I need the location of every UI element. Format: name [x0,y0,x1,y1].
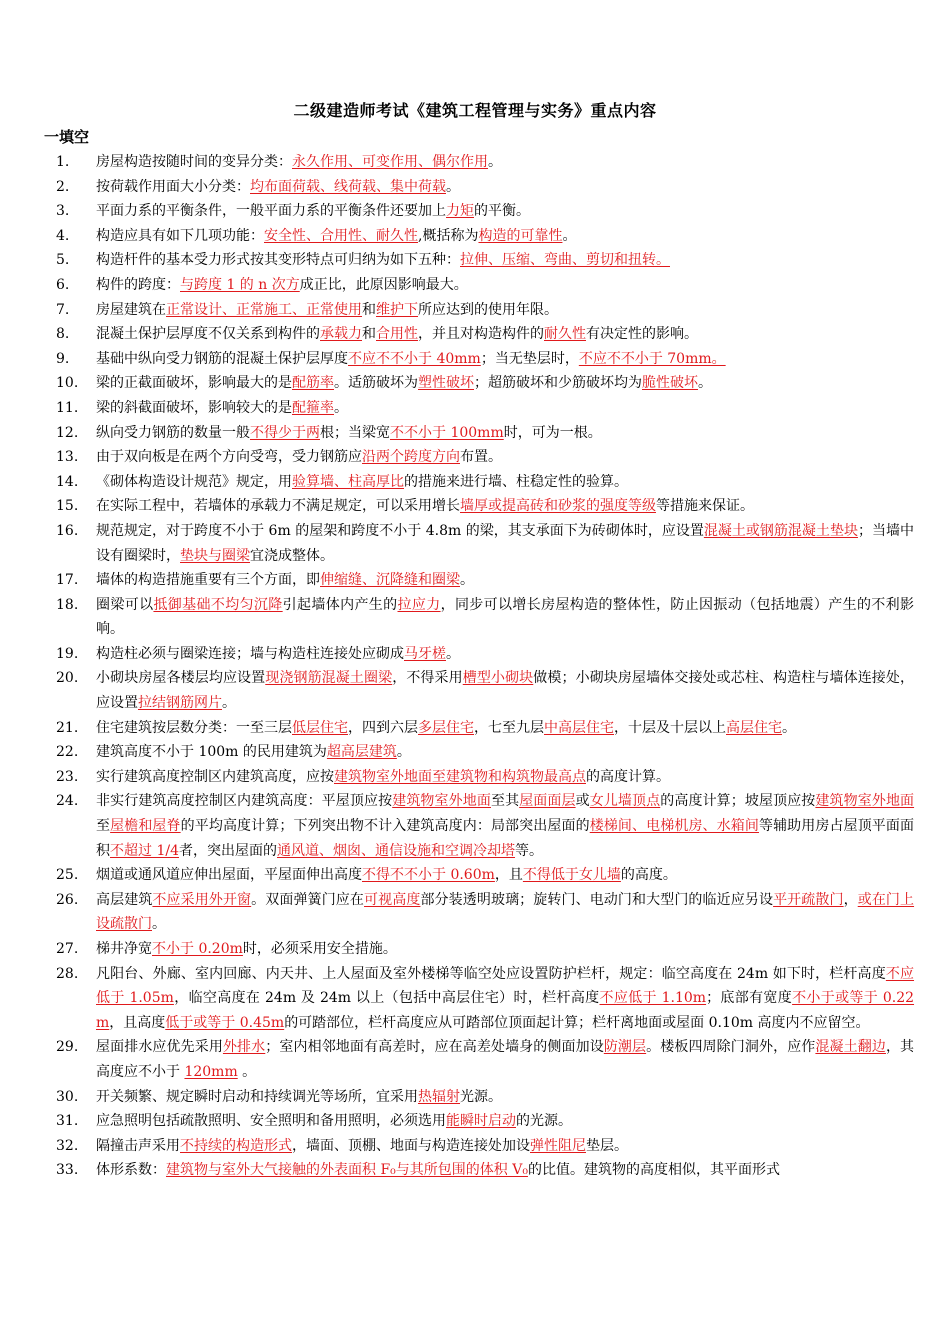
list-item [0,888,950,937]
list-item [0,494,950,519]
item-text: 光源。 [460,1088,502,1105]
answer-text: 建筑物室外地面 [815,793,915,810]
list-item [0,568,950,593]
item-text: 根；当梁宽 [320,424,390,441]
list-item [0,1158,950,1183]
item-text: 实行建筑高度控制区内建筑高度，应按 [96,768,334,785]
item-text: 。楼板四周除门洞外，应作 [646,1039,816,1056]
item-number: 13. [56,449,79,466]
list-item [0,470,950,495]
item-text: 隔撞击声采用 [96,1137,180,1154]
item-text: 宜浇成整体。 [250,547,334,564]
answer-text: 不小于 0.20m [152,941,243,957]
answer-text: 屋面面层 [519,793,576,810]
list-item [0,322,950,347]
item-text: ，四到六层 [348,719,418,736]
item-text: 者，突出屋面的 [178,842,277,859]
item-text: 《砌体构造设计规范》规定，用 [96,473,292,490]
item-number: 25. [56,867,79,884]
item-text: 。 [334,399,348,416]
answer-text: 不应低于 1.10m [599,990,707,1007]
item-text: 。 [396,744,411,761]
answer-text: 防潮层 [603,1039,647,1056]
item-number: 11. [56,399,79,416]
answer-text: 不小于或等于 0.22m [96,990,915,1031]
item-text: 规范规定，对于跨度不小于 6m 的屋架和跨度不小于 4.8m 的梁，其支承面下为砖砌体时，应设置 [96,522,704,539]
item-text: 应急照明包括疏散照明、安全照明和备用照明，必须选用 [96,1113,446,1130]
item-text: ，且 [494,867,523,884]
answer-text: 拉结钢筋网片 [138,695,222,712]
answer-text: 建筑物室外地面 [392,793,491,810]
answer-text: 低于或等于 0.45m [165,1014,285,1031]
answer-text: 沿两个跨度方向 [362,449,460,466]
list-item [0,248,950,273]
item-text: 由于双向板是在两个方向受弯，受力钢筋应 [96,449,362,466]
item-text: 圈梁可以 [96,596,154,613]
item-number: 15. [56,498,79,515]
section-heading: 一填空 [44,128,90,146]
item-text: 高层建筑 [96,891,153,908]
item-text: 等措施来保证。 [656,498,754,515]
list-item [0,347,950,372]
item-text: 房屋建筑在 [96,301,166,318]
list-item [0,642,950,667]
item-number: 7. [56,301,70,318]
item-text: 构造柱必须与圈梁连接；墙与构造柱连接处应砌成 [96,645,404,662]
answer-text: 低层住宅 [292,719,348,736]
item-number: 12. [56,424,79,441]
item-text: 住宅建筑按层数分类：一至三层 [96,719,292,736]
answer-text: 耐久性 [544,326,586,343]
list-item [0,666,950,715]
item-text: 。 [460,572,474,589]
item-text: ；室内相邻地面有高差时，应在高差处墙身的侧面加设 [265,1039,604,1056]
item-text: 或 [575,793,590,810]
item-number: 28. [56,965,79,982]
item-text: 引起墙体内产生的 [282,596,398,613]
answer-text: 现浇钢筋混凝土圈梁 [265,670,393,687]
item-text: 房屋构造按随时间的变异分类： [96,154,292,170]
item-text: 开关频繁、规定瞬时启动和持续调光等场所，宜采用 [96,1088,418,1105]
answer-text: 平开疏散门 [773,891,844,908]
item-text: ；当无垫层时， [480,350,579,367]
item-text: 做模；小砌块房屋墙体交接处或芯柱、构造柱与墙体连接处，应设置 [96,670,915,712]
item-number: 30. [56,1088,79,1105]
answer-text: 力矩 [446,203,474,220]
list-item [0,863,950,888]
item-text: 的光源。 [516,1113,572,1130]
list-item [0,421,950,446]
item-number: 8. [56,326,70,343]
item-text: 所应达到的使用年限。 [418,301,558,318]
item-text: 的高度。 [620,867,677,884]
item-text: ；当墙中设有圈梁时， [96,522,914,564]
item-number: 6. [56,276,70,293]
item-text: 布置。 [460,449,502,466]
list-item [0,1109,950,1134]
item-text: 。 [782,719,796,736]
item-text: 的平均高度计算；下列突出物不计入建筑高度内：局部突出屋面的 [180,818,590,835]
list-item [0,371,950,396]
item-text: 。 [222,695,236,712]
item-text: 平面力系的平衡条件，一般平面力系的平衡条件还要加上 [96,203,446,220]
answer-text: 伸缩缝、沉降缝和圈梁 [320,572,460,589]
answer-text: 正常设计、正常施工、正常使用 [166,301,362,318]
item-text: 烟道或通风道应伸出屋面，平屋面伸出高度 [96,867,362,884]
answer-text: 验算墙、柱高厚比 [292,473,404,490]
item-text: 等。 [514,842,543,859]
answer-text: 通风道、烟囱、通信设施和空调冷却塔 [276,842,515,859]
item-text: ；底部有宽度 [706,990,793,1007]
item-text: ；超筋破坏和少筋破坏均为 [474,375,642,392]
list-item [0,765,950,790]
answer-text: 垫块与圈梁 [180,547,250,564]
list-item [0,962,950,1036]
list-item [0,224,950,249]
answer-text: 配筋率 [292,375,334,392]
item-text: 非实行建筑高度控制区内建筑高度：平屋顶应按 [96,793,393,810]
item-number: 17. [56,572,79,589]
answer-text: 抵御基础不均匀沉降 [153,596,283,613]
answer-text: 永久作用、可变作用、偶尔作用 [292,154,488,170]
item-text: 屋面排水应优先采用 [96,1039,223,1056]
answer-text: 槽型小砌块 [462,670,534,687]
item-text: 按荷载作用面大小分类： [96,178,250,195]
item-text: 的措施来进行墙、柱稳定性的验算。 [404,473,628,490]
item-text: ,概括称为 [418,227,479,244]
item-text: 体形系数： [96,1162,166,1179]
list-item [0,740,950,765]
answer-text: 不应不不小于 40mm [348,350,481,367]
item-text: 成正比，此原因影响最大。 [299,276,468,293]
item-number: 4. [56,227,70,244]
item-text: 在实际工程中，若墙体的承载力不满足规定，可以采用增长 [96,498,460,515]
answer-text: 不应采用外开窗 [152,891,252,908]
list-item [0,789,950,863]
item-number: 27. [56,941,79,957]
item-text: 的高度计算。 [586,768,670,785]
list-item [0,1085,950,1110]
item-text: 。 [562,227,577,244]
item-text: 。 [446,178,460,195]
answer-text: 中高层住宅 [544,719,614,736]
item-text: 时，可为一根。 [503,424,602,441]
answer-text: 外排水 [222,1039,266,1056]
item-number: 10. [56,375,79,392]
item-text: 小砌块房屋各楼层均应设置 [96,670,266,687]
answer-text: 配箍率 [292,399,334,416]
item-text: 建筑高度不小于 100m 的民用建筑为 [96,744,327,761]
item-number: 29. [56,1039,79,1056]
answer-text: 不得不不小于 0.60m [362,867,495,884]
item-text: 有决定性的影响。 [586,326,698,343]
list-item [0,273,950,298]
answer-text: 不不小于 100mm [390,424,504,441]
list-item [0,445,950,470]
item-text: 。 [237,1063,257,1080]
list-item [0,175,950,200]
answer-text: 不得低于女儿墙 [522,867,621,884]
item-text: 。适筋破坏为 [334,375,418,392]
item-text: 和 [362,301,376,318]
item-text: ，七至九层 [474,719,544,736]
item-text: 构件的跨度： [96,276,180,293]
answer-text: 不超过 1/4 [110,842,179,859]
list-item [0,593,950,642]
answer-text: 脆性破坏 [642,375,698,392]
item-number: 32. [56,1137,79,1154]
item-text: ，且高度 [109,1014,166,1031]
answer-text: 高层住宅 [726,719,782,736]
item-text: ，并且对构造构件的 [418,326,544,343]
answer-text: 不应低于 1.05m [96,965,915,1007]
list-item [0,298,950,323]
item-text: 至其 [490,793,520,810]
item-text: 梯井净宽 [96,941,152,957]
item-text: 等辅助用房占屋顶平面面积 [96,818,915,859]
answer-text: 不得少于两 [250,424,320,441]
list-item [0,396,950,421]
item-text: 凡阳台、外廊、室内回廊、内天井、上人屋面及室外楼梯等临空处应设置防护栏杆，规定：临空高度在 24m 如下时，栏杆高度 [96,965,886,982]
answer-text: 建筑物与室外大气接触的外表面积 F₀与其所包围的体积 V₀ [166,1162,528,1179]
item-number: 5. [56,252,70,269]
list-item [0,199,950,224]
answer-text: 不应不不小于 70mm。 [578,350,726,367]
list-item [0,150,950,175]
item-text: 的平衡。 [474,203,530,220]
item-text: 的高度计算；坡屋顶应按 [660,793,816,810]
answer-text: 维护下 [376,301,418,318]
answer-text: 建筑物室外地面至建筑物和构筑物最高点 [334,768,586,785]
answer-text: 多层住宅 [418,719,474,736]
item-text: 和 [362,326,376,343]
item-text: 梁的斜截面破坏，影响较大的是 [96,399,292,416]
item-number: 18. [56,596,79,613]
item-number: 24. [56,793,79,810]
item-text: 墙体的构造措施重要有三个方面，即 [96,572,320,589]
item-number: 19. [56,645,79,662]
list-item [0,937,950,962]
answer-text: 可视高度 [364,891,421,908]
item-number: 31. [56,1113,79,1130]
list-item [0,1134,950,1159]
list-item [0,716,950,741]
item-text: 。 [698,375,712,392]
answer-text: 不持续的构造形式 [180,1137,292,1154]
document-title: 二级建造师考试《建筑工程管理与实务》重点内容 [293,101,657,120]
list-item [0,1035,950,1084]
item-text: ，同步可以增长房屋构造的整体性，防止因振动（包括地震）产生的不利影响。 [96,596,915,638]
answer-text: 均布面荷载、线荷载、集中荷载 [250,178,446,195]
item-text: ， [843,891,858,908]
answer-text: 与跨度 1 的 n 次方 [180,276,300,293]
item-number: 16. [56,522,79,539]
answer-text: 承载力 [320,326,362,343]
item-text: 部分装透明玻璃；旋转门、电动门和大型门的临近应另设 [420,891,774,908]
item-text: 的比值。建筑物的高度相似，其平面形式 [527,1162,780,1179]
item-text: 。 [152,916,166,933]
item-text: ，临空高度在 24m 及 24m 以上（包括中高层住宅）时，栏杆高度 [173,990,600,1007]
item-text: 。 [488,154,502,170]
answer-text: 女儿墙顶点 [589,793,661,810]
item-number: 1. [56,154,70,170]
answer-text: 合用性 [376,326,418,343]
answer-text: 屋檐和屋脊 [110,818,181,835]
item-text: 。双面弹簧门应在 [251,891,365,908]
item-text: ，不得采用 [392,670,463,687]
item-text: 时，必须采用安全措施。 [242,941,397,957]
item-number: 26. [56,891,79,908]
answer-text: 120mm [184,1063,238,1080]
item-text: ，十层及十层以上 [614,719,726,736]
item-text: 混凝土保护层厚度不仅关系到构件的 [96,326,320,343]
answer-text: 热辐射 [418,1088,460,1105]
answer-text: 超高层建筑 [326,744,397,761]
item-number: 2. [56,178,70,195]
item-number: 22. [56,744,79,761]
answer-text: 安全性、合用性、耐久性 [264,227,418,244]
item-list [0,150,950,1183]
item-number: 3. [56,203,70,220]
answer-text: 弹性阻尼 [530,1137,586,1154]
item-number: 33. [56,1162,79,1179]
answer-text: 或在门上设疏散门 [96,891,915,933]
item-text: 构造应具有如下几项功能： [96,227,264,244]
item-number: 21. [56,719,79,736]
answer-text: 拉伸、压缩、弯曲、剪切和扭转。 [460,252,670,269]
item-text: 垫层。 [586,1137,628,1154]
item-number: 23. [56,768,79,785]
answer-text: 混凝土或钢筋混凝土垫块 [703,522,858,539]
item-text: 至 [96,818,111,835]
answer-text: 楼梯间、电梯机房、水箱间 [589,818,759,835]
list-item [0,519,950,568]
item-text: 。 [446,645,460,662]
item-number: 14. [56,473,79,490]
item-text: 梁的正截面破坏，影响最大的是 [96,375,292,392]
answer-text: 混凝土翻边 [815,1039,886,1056]
item-text: 纵向受力钢筋的数量一般 [96,424,250,441]
item-number: 20. [56,670,79,687]
answer-text: 拉应力 [397,596,441,613]
answer-text: 马牙槎 [404,645,446,662]
item-text: ，墙面、顶棚、地面与构造连接处加设 [292,1137,530,1154]
answer-text: 墙厚或提高砖和砂浆的强度等级 [460,498,656,515]
item-text: 基础中纵向受力钢筋的混凝土保护层厚度 [96,350,348,367]
item-number: 9. [56,350,70,367]
answer-text: 塑性破坏 [418,375,474,392]
item-text: 构造杆件的基本受力形式按其变形特点可归纳为如下五种： [96,252,460,269]
item-text: 的可踏部位，栏杆高度应从可踏部位顶面起计算；栏杆离地面或屋面 0.10m 高度内不应留空。 [284,1014,870,1031]
answer-text: 构造的可靠性 [478,227,563,244]
answer-text: 能瞬时启动 [446,1113,516,1130]
item-text: ，其高度应不小于 [96,1039,915,1080]
